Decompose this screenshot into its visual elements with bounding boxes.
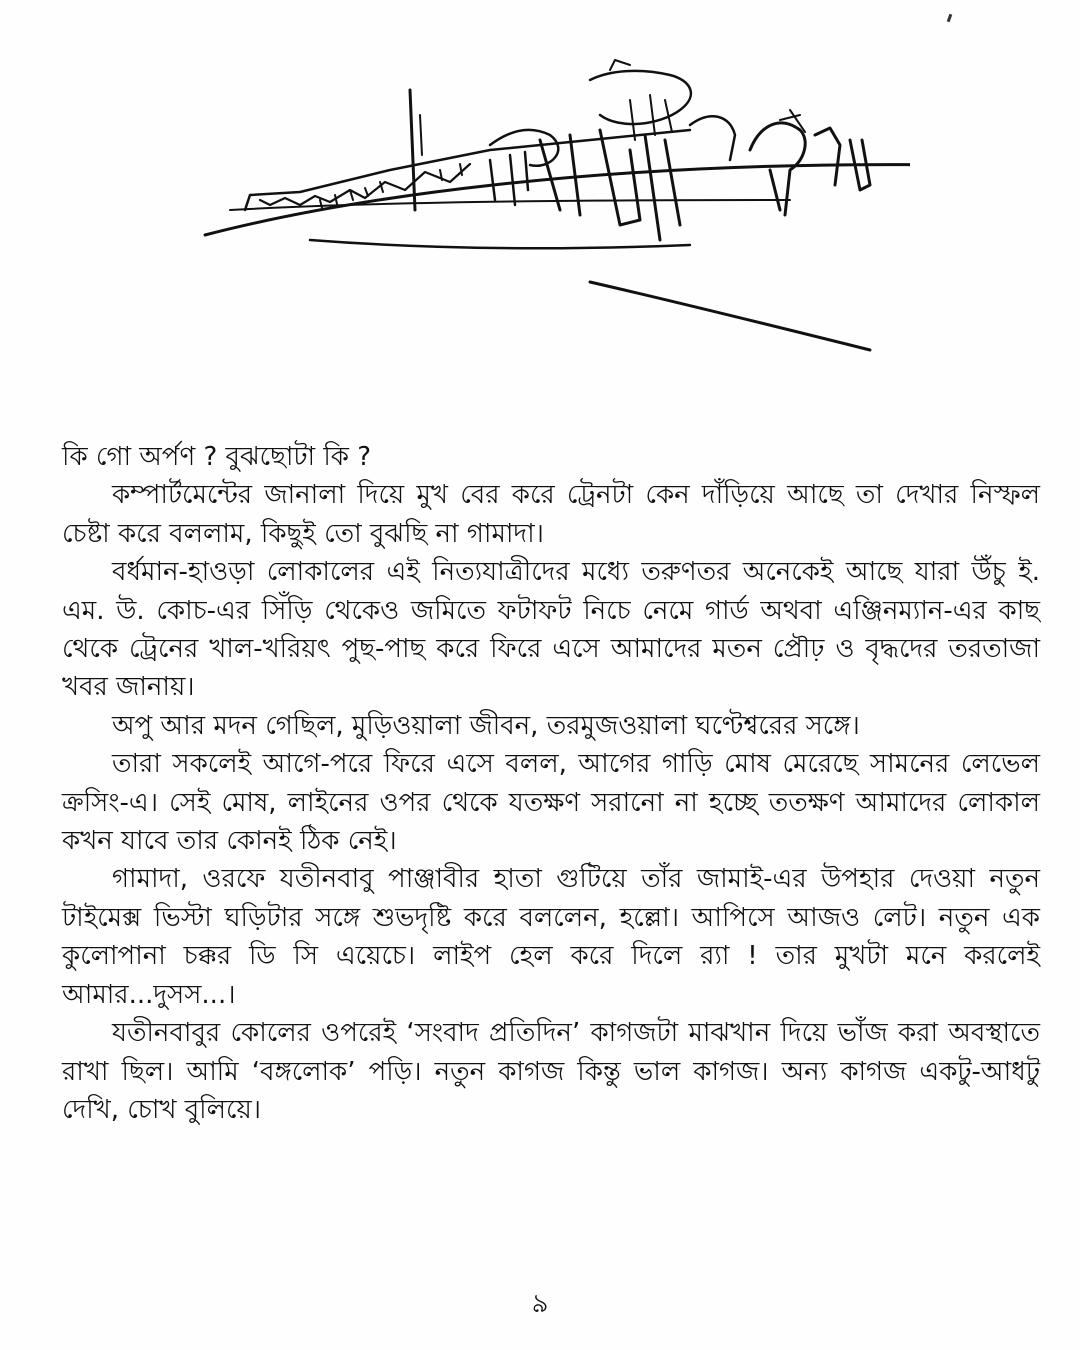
paragraph: গামাদা, ওরফে যতীনবাবু পাঞ্জাবীর হাতা গুটিয়ে তাঁর জামাই-এর উপহার দেওয়া নতুন টাইমেক্স ভিস্টা ঘড়িটার সঙ্গে শুভদৃষ্টি করে বললেন, হল্লো। আপিসে আজও লেট। নতুন এক কুলোপানা চক্কর ডি সি এয়েচে। লাইপ হেল করে দিলে র‍্যা ! তার মুখটা মনে করলেই আমার...দুসস...। [62,864,1040,1010]
paragraph: বর্ধমান-হাওড়া লোকালের এই নিত্যযাত্রীদের মধ্যে তরুণতর অনেকেই আছে যারা উঁচু ই. এম. উ. কোচ-এর সিঁড়ি থেকেও জমিতে ফটাফট নিচে নেমে গার্ড অথবা এঞ্জিনম্যান-এর কাছ থেকে ট্রেনের খাল-খরিয়ৎ পুছ-পাছ করে ফিরে এসে আমাদের মতন প্রৌঢ় ও বৃদ্ধদের তরতাজা খবর জানায়। [62,557,1040,703]
paragraph: তারা সকলেই আগে-পরে ফিরে এসে বলল, আগের গাড়ি মোষ মেরেছে সামনের লেভেল ক্রসিং-এ। সেই মোষ, লাইনের ওপর থেকে যতক্ষণ সরানো না হচ্ছে ততক্ষণ আমাদের লোকাল কখন যাবে তার কোনই ঠিক নেই। [62,749,1040,857]
page-number: ৯ [531,1289,549,1319]
paragraph: অপু আর মদন গেছিল, মুড়িওয়ালা জীবন, তরমুজওয়ালা ঘণ্টেশ্বরের সঙ্গে। [112,710,860,741]
train-sketch-illustration [190,40,910,370]
body-text [62,438,1040,1129]
ink-speck [947,14,953,23]
paragraph: কি গো অর্পণ ? বুঝছোটা কি ? [62,442,372,472]
paragraph: যতীনবাবুর কোলের ওপরেই ‘সংবাদ প্রতিদিন’ কাগজটা মাঝখান দিয়ে ভাঁজ করা অবস্থাতে রাখা ছিল। আমি ‘বঙ্গলোক’ পড়ি। নতুন কাগজ কিন্তু ভাল কাগজ। অন্য কাগজ একটু-আধটু দেখি, চোখ বুলিয়ে। [62,1018,1040,1125]
paragraph: কম্পার্টমেন্টের জানালা দিয়ে মুখ বের করে ট্রেনটা কেন দাঁড়িয়ে আছে তা দেখার নিস্ফল চেষ্টা করে বললাম, কিছুই তো বুঝছি না গামাদা। [62,480,1040,549]
